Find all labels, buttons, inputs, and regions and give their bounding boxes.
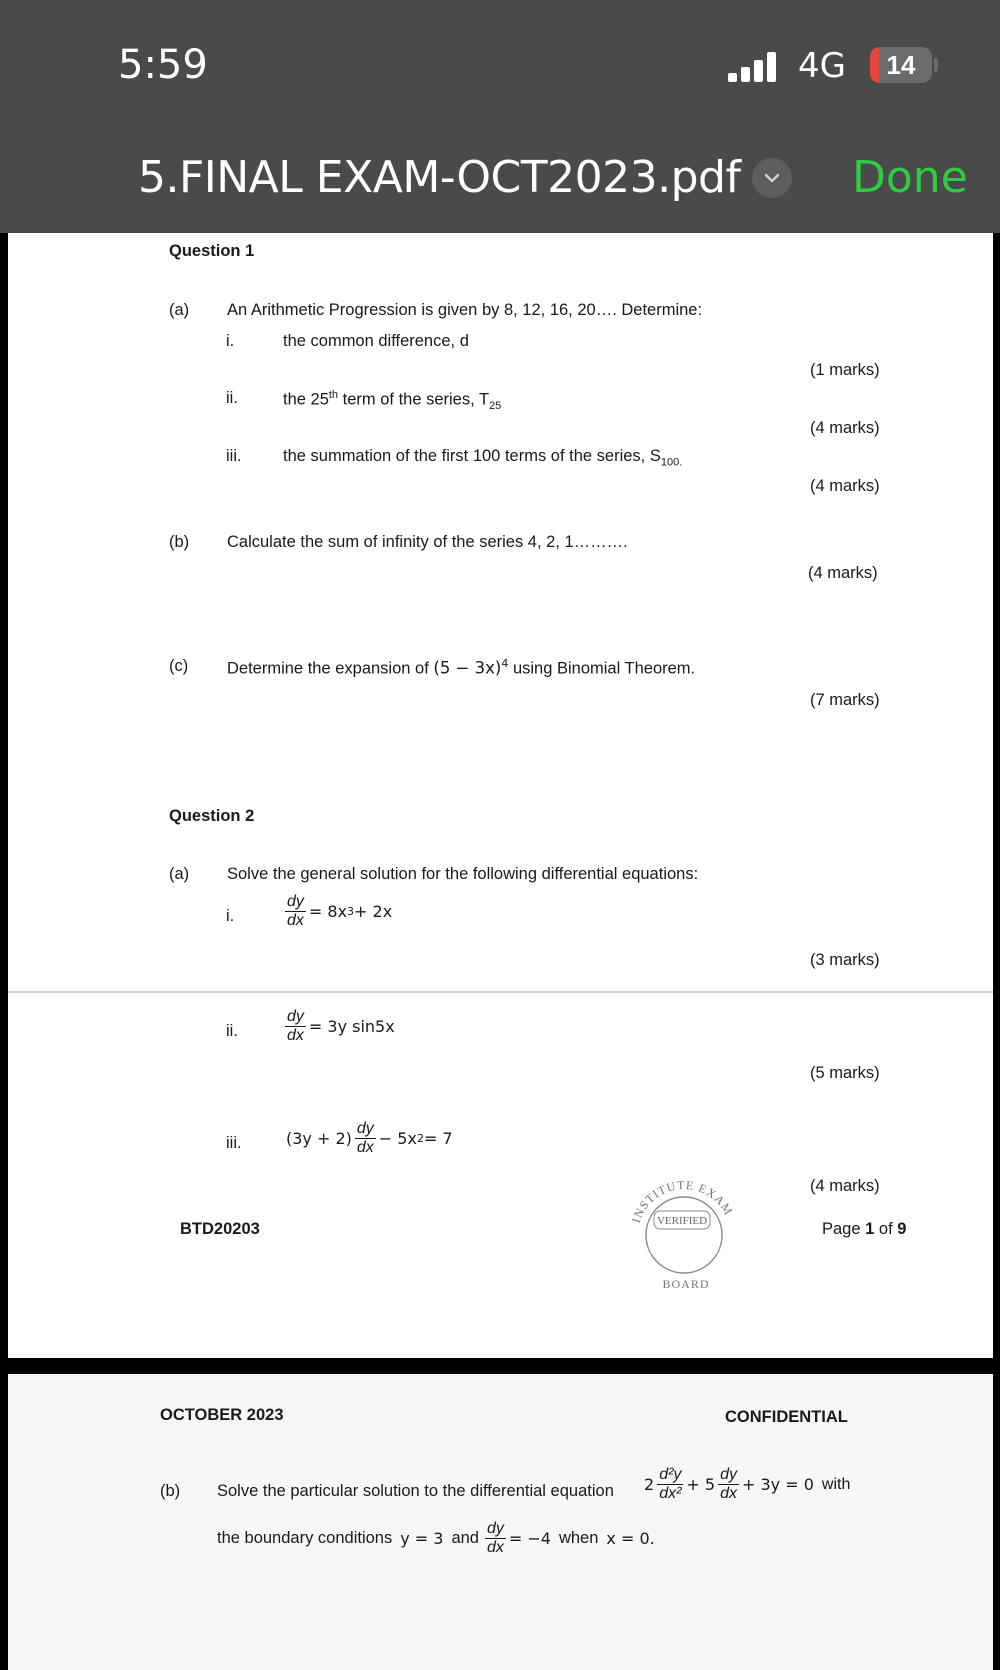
q2a-iii-label: iii. xyxy=(226,1134,242,1152)
question-1-title: Question 1 xyxy=(169,242,255,260)
network-type: 4G xyxy=(798,46,846,86)
course-code: BTD20203 xyxy=(180,1220,260,1238)
verified-stamp xyxy=(624,1173,744,1293)
q1a-ii-marks: (4 marks) xyxy=(810,419,880,437)
page2-b-label: (b) xyxy=(160,1482,181,1500)
q1a-label: (a) xyxy=(169,301,190,319)
battery-level: 14 xyxy=(886,50,916,80)
q1a-i-label: i. xyxy=(226,332,235,350)
q2a-i-equation: $\frac{dy}{dx}$ = 8x 3 + 2x xyxy=(287,893,393,929)
question-2-title: Question 2 xyxy=(169,807,255,825)
q2a-iii-marks: (4 marks) xyxy=(810,1177,880,1195)
q2a-ii-label: ii. xyxy=(226,1022,238,1040)
pdf-viewer-header xyxy=(0,0,1000,233)
q1a-iii-marks: (4 marks) xyxy=(810,477,880,495)
pdf-page-1 xyxy=(8,233,993,1358)
battery-icon xyxy=(870,47,932,83)
status-time: 5:59 xyxy=(118,42,208,88)
q1a-iii-text: the summation of the first 100 terms of the series, $S_{100.}$ xyxy=(283,447,683,469)
q1b-marks: (4 marks) xyxy=(808,564,878,582)
stamp-bottom-text: BOARD xyxy=(662,1277,710,1291)
q1a-i-marks: (1 marks) xyxy=(810,361,880,379)
q1c-marks: (7 marks) xyxy=(810,691,880,709)
stamp-top-text: INSTITUTE EXAM xyxy=(628,1177,736,1225)
cellular-signal-icon xyxy=(728,52,778,82)
q2a-label: (a) xyxy=(169,865,190,883)
title-menu-button[interactable] xyxy=(752,158,792,198)
q1a-iii-label: iii. xyxy=(226,447,242,465)
q1a-text: An Arithmetic Progression is given by 8, 12, 16, 20…. Determine: xyxy=(227,301,703,319)
q2a-ii-marks: (5 marks) xyxy=(810,1064,880,1082)
done-button[interactable]: Done xyxy=(852,152,968,203)
page2-boundary-conditions: the boundary conditions y = 3 and $\frac{dy}{dx}$ = −4 when x = 0 . xyxy=(217,1520,655,1556)
document-title[interactable]: 5.FINAL EXAM-OCT2023.pdf xyxy=(138,152,741,203)
stamp-center-text: VERIFIED xyxy=(656,1215,708,1227)
q2a-ii-equation: $\frac{dy}{dx}$ = 3y sin5x xyxy=(287,1008,395,1044)
page2-ode: 2 $\frac{\text{d²y}}{\text{dx²}}$ + 5 $\frac{dy}{dx}$ + 3y = 0 with xyxy=(644,1466,851,1502)
q2a-i-marks: (3 marks) xyxy=(810,951,880,969)
page2-b-text: Solve the particular solution to the differential equation xyxy=(217,1482,614,1500)
q1b-label: (b) xyxy=(169,533,190,551)
q2a-iii-equation: (3y + 2) $\frac{dy}{dx}$ − 5x 2 = 7 xyxy=(286,1120,453,1156)
q1a-ii-label: ii. xyxy=(226,389,238,407)
battery-tip xyxy=(934,58,938,72)
q1b-text: Calculate the sum of infinity of the series 4, 2, 1………. xyxy=(227,533,628,551)
page-number: Page 1 of 9 xyxy=(822,1220,907,1238)
q1a-ii-text: the 25th term of the series, $T_{25}$ xyxy=(283,389,502,412)
q2a-text: Solve the general solution for the following differential equations: xyxy=(227,865,699,883)
page2-header-date: OCTOBER 2023 xyxy=(160,1406,284,1424)
page-scroll-divider xyxy=(8,991,993,993)
q1c-label: (c) xyxy=(169,657,189,675)
q1a-i-text: the common difference, d xyxy=(283,332,469,350)
q2a-i-label: i. xyxy=(226,907,235,925)
q1c-text: Determine the expansion of $(5 - 3x)^4$ using Binomial Theorem. xyxy=(227,657,696,678)
chevron-down-icon xyxy=(762,168,782,188)
pdf-page-2 xyxy=(8,1374,993,1670)
page2-header-confidential: CONFIDENTIAL xyxy=(725,1408,848,1426)
